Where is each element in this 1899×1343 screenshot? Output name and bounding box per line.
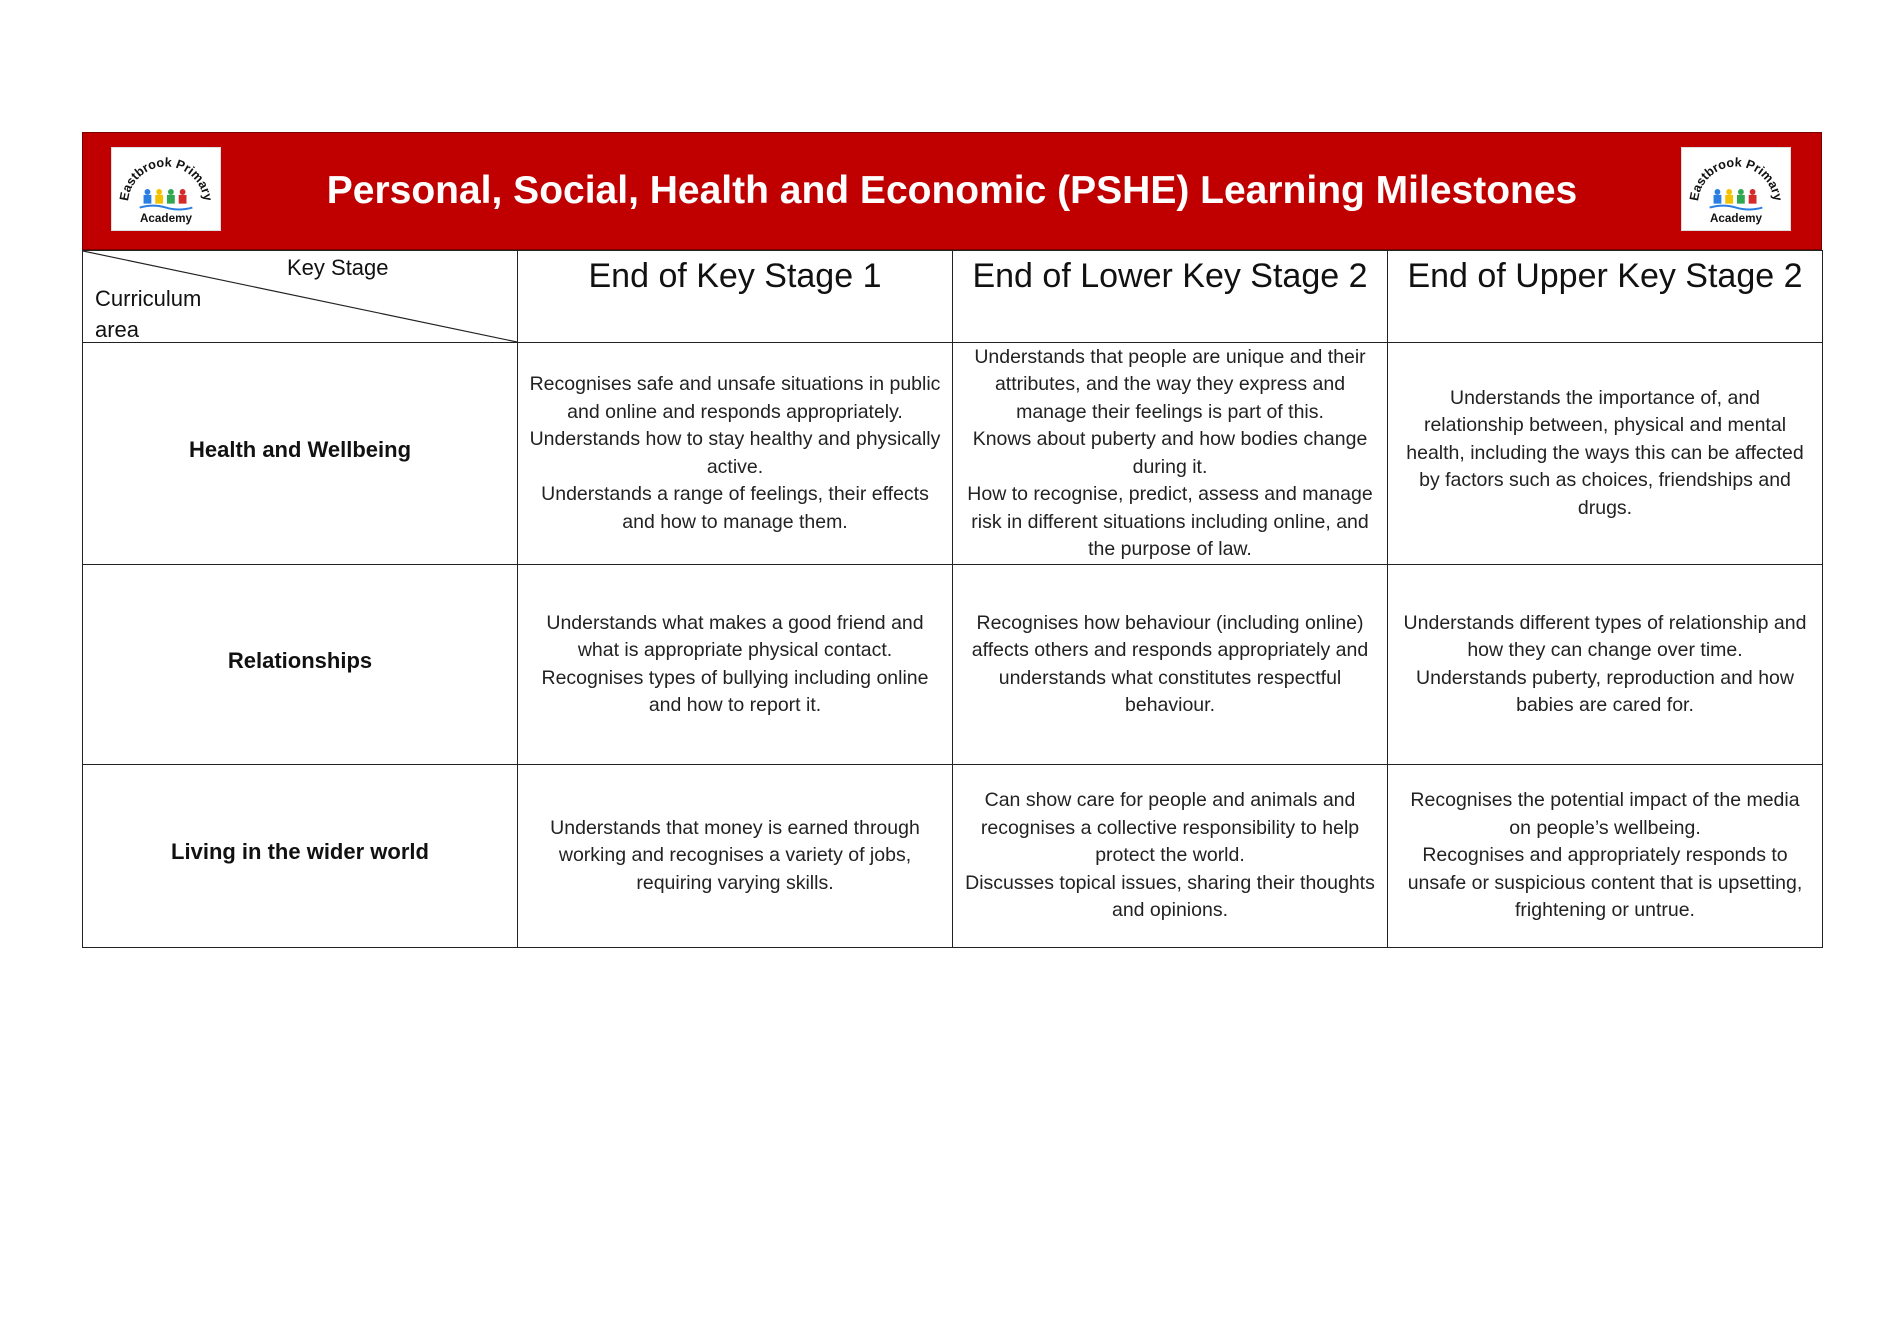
logo-arc-text: Eastbrook Primary bbox=[1687, 155, 1785, 202]
column-header-upper-ks2: End of Upper Key Stage 2 bbox=[1388, 251, 1823, 343]
milestone-text: Understands a range of feelings, their effects and how to manage them. bbox=[541, 483, 929, 533]
milestone-cell bbox=[1388, 343, 1823, 565]
milestone-text: How to recognise, predict, assess and manage risk in different situations including online, and the purpose of law. bbox=[967, 483, 1373, 560]
area-relationships: Relationships bbox=[83, 565, 518, 765]
title-banner bbox=[82, 132, 1822, 250]
milestone-text: Understands what makes a good friend and what is appropriate physical contact. bbox=[546, 611, 924, 661]
curriculum-area-label: Curriculum area bbox=[95, 286, 202, 342]
school-logo-icon bbox=[1682, 148, 1790, 230]
column-header-lower-ks2: End of Lower Key Stage 2 bbox=[953, 251, 1388, 343]
milestone-text: Can show care for people and animals and recognises a collective responsibility to help protect the world. bbox=[980, 789, 1360, 867]
milestone-text: Understands how to stay healthy and physically active. bbox=[529, 428, 941, 478]
table-row bbox=[83, 765, 1823, 948]
milestone-text: Understands that money is earned through working and recognises a variety of jobs, requiring varying skills. bbox=[550, 816, 920, 894]
milestone-text: Discusses topical issues, sharing their thoughts and opinions. bbox=[965, 871, 1375, 922]
corner-cell bbox=[83, 251, 518, 343]
logo-arc-text: Eastbrook Primary bbox=[117, 155, 215, 202]
milestone-text: Recognises types of bullying including online and how to report it. bbox=[541, 666, 929, 716]
milestone-text: Understands that people are unique and their attributes, and the way they express and manage their feelings is part of this. bbox=[974, 345, 1366, 423]
milestone-text: Knows about puberty and how bodies change during it. bbox=[972, 428, 1368, 478]
column-header-ks1: End of Key Stage 1 bbox=[518, 251, 953, 343]
milestone-text: Understands puberty, reproduction and how babies are cared for. bbox=[1416, 666, 1794, 716]
key-stage-label: Key Stage bbox=[287, 255, 389, 280]
milestone-text: Understands different types of relationship and how they can change over time. bbox=[1403, 611, 1807, 661]
milestone-text: Recognises the potential impact of the media on people’s wellbeing. bbox=[1410, 789, 1800, 839]
milestone-text: Understands the importance of, and relationship between, physical and mental health, including the ways this can be affected by factors such as choices, friendships and drugs. bbox=[1406, 386, 1804, 519]
logo-bottom-text: Academy bbox=[1709, 212, 1763, 226]
milestone-cell bbox=[518, 565, 953, 765]
header-row bbox=[83, 251, 1823, 343]
milestone-cell bbox=[1388, 765, 1823, 948]
milestone-text: Recognises safe and unsafe situations in public and online and responds appropriately. bbox=[529, 373, 941, 423]
milestone-text: Recognises and appropriately responds to unsafe or suspicious content that is upsetting, frightening or untrue. bbox=[1407, 844, 1803, 922]
milestone-cell bbox=[953, 343, 1388, 565]
area-living-in-the-wider-world: Living in the wider world bbox=[83, 765, 518, 948]
page-title: Personal, Social, Health and Economic (PSHE) Learning Milestones bbox=[326, 169, 1578, 212]
milestone-text: Recognises how behaviour (including online) affects others and responds appropriately and understands what constitutes respectful behaviour. bbox=[971, 611, 1369, 716]
svg-text:Eastbrook Primary bbox=[1687, 155, 1785, 202]
milestone-cell bbox=[1388, 565, 1823, 765]
milestone-cell bbox=[518, 765, 953, 948]
milestones-sheet bbox=[82, 132, 1822, 948]
school-logo-right bbox=[1681, 147, 1791, 231]
area-health-and-wellbeing: Health and Wellbeing bbox=[83, 343, 518, 565]
milestone-cell bbox=[953, 565, 1388, 765]
milestones-table bbox=[82, 250, 1823, 948]
table-row bbox=[83, 343, 1823, 565]
milestone-cell bbox=[518, 343, 953, 565]
table-row bbox=[83, 565, 1823, 765]
logo-bottom-text: Academy bbox=[139, 212, 193, 226]
milestone-cell bbox=[953, 765, 1388, 948]
